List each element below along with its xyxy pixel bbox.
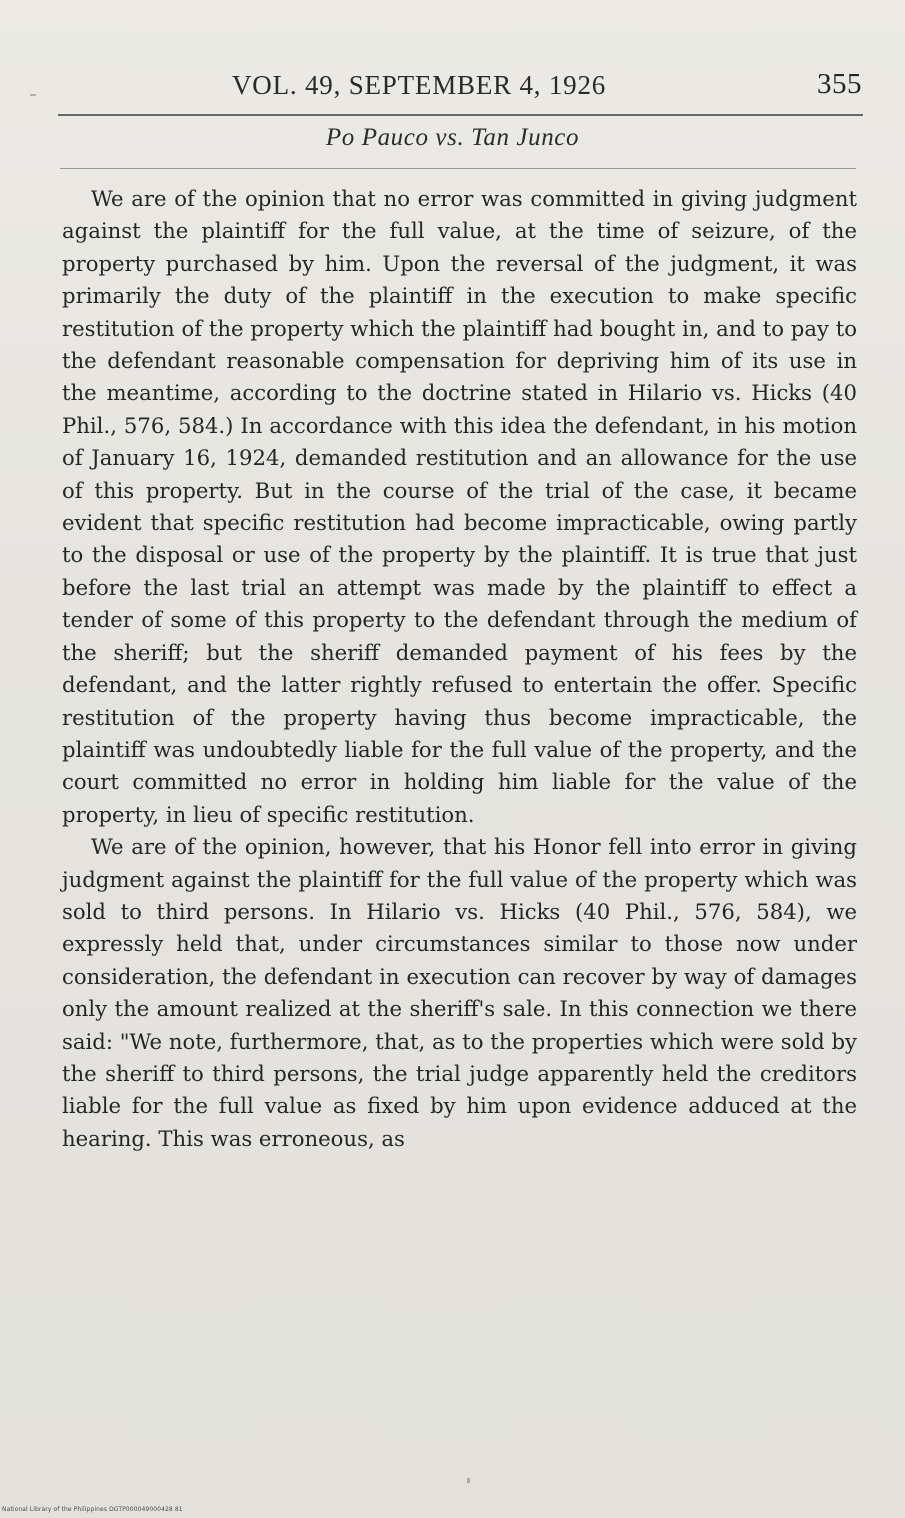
scan-mark: [30, 94, 36, 96]
body-text: [62, 183, 857, 1155]
case-title-rule: [60, 168, 856, 169]
running-header: [232, 68, 862, 106]
header-rule: [58, 114, 863, 116]
paragraph-1: We are of the opinion that no error was committed in giving judgment against the plaintiff for the full value, at the time of seizure, of the property purchased by him. Upon the reversal of the judgment, it was primarily the duty of the plaintiff in the execution to make specific restitution of the property which the plaintiff had bought in, and to pay to the defendant reasonable compensation for depriving him of its use in the meantime, according to the doctrine stated in Hilario vs. Hicks (40 Phil., 576, 584.) In accordance with this idea the defendant, in his motion of January 16, 1924, demanded restitution and an allowance for the use of this property. But in the course of the trial of the case, it became evident that specific restitution had become impracticable, owing partly to the disposal or use of the property by the plaintiff. It is true that just before the last trial an attempt was made by the plaintiff to effect a tender of some of this property to the defendant through the medium of the sheriff; but the sheriff demanded payment of his fees by the defendant, and the latter rightly refused to entertain the offer. Specific restitution of the property having thus become impracticable, the plaintiff was undoubtedly liable for the full value of the property, and the court committed no error in holding him liable for the value of the property, in lieu of specific restitution.: [62, 186, 857, 827]
page-number: 355: [817, 68, 862, 100]
running-title: VOL. 49, SEPTEMBER 4, 1926: [232, 70, 607, 100]
paragraph-2: We are of the opinion, however, that his Honor fell into error in giving judgment against the plaintiff for the full value of the property which was sold to third persons. In Hilario vs. Hicks (40 Phil., 576, 584), we expressly held that, under circumstances similar to those now under consideration, the defendant in execution can recover by way of damages only the amount realized at the sheriff's sale. In this connection we there said: "We note, furthermore, that, as to the properties which were sold by the sheriff to third persons, the trial judge apparently held the creditors liable for the full value as fixed by him upon evidence adduced at the hearing. This was erroneous, as: [62, 834, 857, 1151]
scan-credit: National Library of the Philippines DGTP000049000428 81: [2, 1506, 183, 1513]
scan-mark: [467, 1478, 470, 1483]
case-title: Po Pauco vs. Tan Junco: [325, 124, 580, 151]
